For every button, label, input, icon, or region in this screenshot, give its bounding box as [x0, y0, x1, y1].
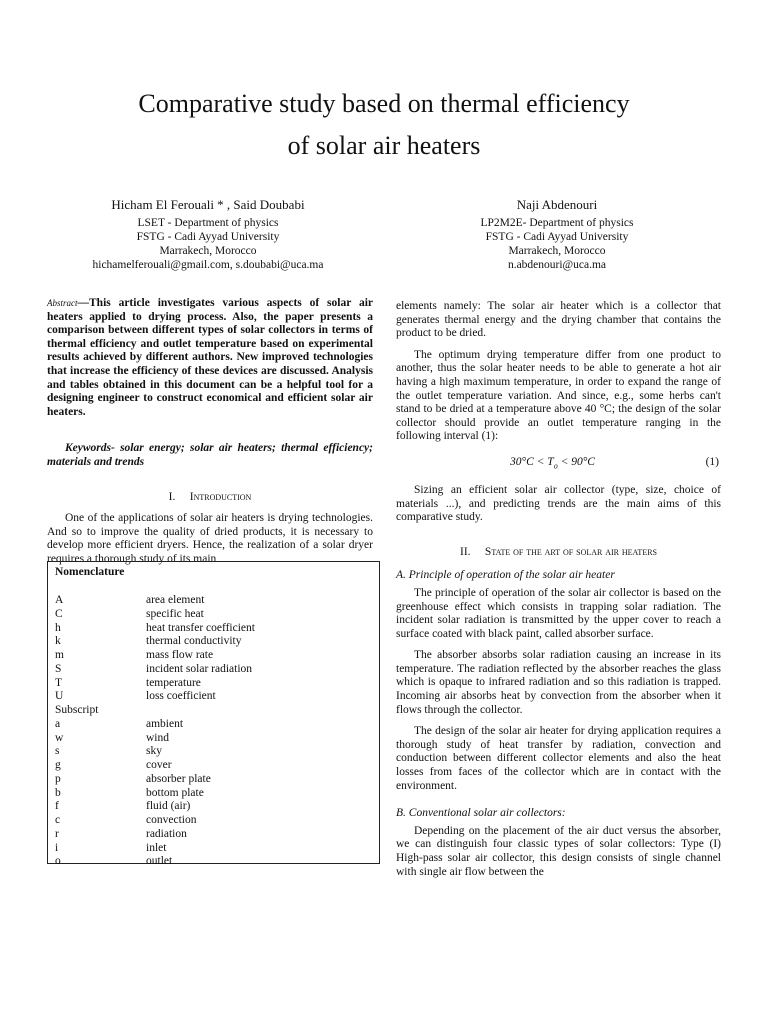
- nomenclature-row: [55, 814, 375, 828]
- nomenclature-definition: radiation: [146, 827, 187, 840]
- nomenclature-definition: convection: [146, 814, 197, 826]
- nomenclature-title: Nomenclature: [55, 566, 125, 578]
- nomenclature-symbol: i: [55, 841, 59, 854]
- nomenclature-row: [55, 800, 375, 814]
- nomenclature-row: [55, 732, 375, 746]
- right-column: [396, 300, 721, 879]
- nomenclature-row: [55, 690, 375, 704]
- principle-paragraph-3: The design of the solar air heater for drying application requires a thorough study of heat transfer by radiation, convection and conduction between different collector elements and also the heat losses from faces of the collector which are in contact with the environment.: [396, 725, 721, 792]
- nomenclature-definition: mass flow rate: [146, 649, 214, 661]
- nomenclature-row: [55, 663, 375, 677]
- nomenclature-symbol: S: [55, 662, 62, 675]
- title-line-1: Comparative study based on thermal efficiency: [138, 89, 630, 119]
- subsection-heading-b: B. Conventional solar air collectors:: [396, 807, 566, 820]
- equation-left: 30°C < T: [510, 455, 554, 468]
- principle-paragraph-1: The principle of operation of the solar air collector is based on the greenhouse effect which consists in trapping solar radiation. The incident solar radiation is transmitted by the upper cover to reach a surface coated with black paint, called absorber surface.: [396, 586, 721, 640]
- equation-1: [396, 452, 721, 478]
- equation-right: < 90°C: [557, 455, 595, 468]
- nomenclature-definition: specific heat: [146, 607, 204, 620]
- author-city-right: Marrakech, Morocco: [508, 245, 606, 257]
- nomenclature-symbol: r: [55, 827, 59, 840]
- author-email-left: hichamelferouali@gmail.com, s.doubabi@uca.ma: [92, 259, 324, 271]
- author-email-right: n.abdenouri@uca.ma: [507, 259, 607, 271]
- author-univ-right: FSTG - Cadi Ayyad University: [485, 231, 629, 243]
- section-title: Introduction: [189, 490, 252, 503]
- nomenclature-definition: absorber plate: [146, 772, 211, 785]
- equation-subscript: o: [553, 461, 558, 471]
- nomenclature-list: [55, 594, 375, 869]
- nomenclature-definition: temperature: [146, 676, 201, 689]
- continued-paragraph: elements namely: The solar air heater which is a collector that generates thermal energy and the drying chamber that contains the product to be dried.: [396, 300, 721, 340]
- nomenclature-definition: thermal conductivity: [146, 635, 242, 648]
- author-names-right: Naji Abdenouri: [516, 197, 598, 212]
- nomenclature-definition: ambient: [146, 717, 184, 730]
- intro-paragraph: One of the applications of solar air heaters is drying technologies. And so to improve the quality of dried products, it is necessary to develop more efficient dryers. Hence, the realization of a solar dryer requires a thorough study of its main: [47, 512, 373, 565]
- nomenclature-definition: cover: [146, 759, 172, 771]
- nomenclature-symbol: f: [55, 800, 59, 813]
- nomenclature-row: [55, 828, 375, 842]
- nomenclature-symbol: C: [55, 607, 63, 620]
- section-heading-state-of-art: [396, 546, 721, 560]
- nomenclature-definition: area element: [146, 594, 205, 606]
- nomenclature-symbol: Subscript: [55, 704, 99, 716]
- title-line-2: of solar air heaters: [287, 131, 481, 161]
- nomenclature-row: [55, 842, 375, 856]
- nomenclature-box: [47, 561, 380, 868]
- nomenclature-row: [55, 704, 375, 718]
- author-city-left: Marrakech, Morocco: [159, 245, 257, 257]
- author-names-left: Hicham El Ferouali * , Said Doubabi: [111, 197, 305, 212]
- nomenclature-row: [55, 718, 375, 732]
- principle-paragraph-2: The absorber absorbs solar radiation causing an increase in its temperature. The radiation reflected by the absorber reaches the glass which is opaque to infrared radiation and so this radiation is trapped. Incoming air absorbs heat by convection from the absorber when it flows through the collector.: [396, 649, 721, 716]
- nomenclature-definition: sky: [146, 745, 162, 758]
- paper-title: [40, 83, 728, 167]
- nomenclature-row: [55, 677, 375, 691]
- nomenclature-symbol: w: [55, 731, 64, 744]
- nomenclature-row: [55, 635, 375, 649]
- sizing-paragraph: Sizing an efficient solar air collector (type, size, choice of materials ...), and predicting trends are the main aims of this comparative study.: [396, 483, 721, 524]
- nomenclature-symbol: A: [55, 594, 64, 606]
- nomenclature-symbol: T: [55, 676, 63, 689]
- abstract: [47, 297, 373, 419]
- nomenclature-symbol: o: [55, 855, 61, 868]
- section-number: II.: [460, 545, 471, 558]
- nomenclature-definition: inlet: [146, 841, 167, 854]
- nomenclature-row: [55, 773, 375, 787]
- drying-temperature-paragraph: The optimum drying temperature differ from one product to another, thus the solar heater needs to be able to generate a hot air having a high maximum temperature, in order to expand the range of the outlet temperature variation. And since, e.g., some herbs can't stand to be dried at a temperature above 40 °C; the design of the solar collector should provide an outlet temperature ranging in the following interval (1):: [396, 348, 721, 443]
- conventional-paragraph: Depending on the placement of the air duct versus the absorber, we can distinguish four classic types of solar collectors: Type (I) High-pass solar air collector, this design consists of single channel with single air flow between the: [396, 824, 721, 878]
- nomenclature-symbol: h: [55, 621, 61, 634]
- nomenclature-row: [55, 855, 375, 869]
- nomenclature-definition: heat transfer coefficient: [146, 621, 255, 634]
- nomenclature-symbol: p: [55, 772, 61, 785]
- equation-body: [510, 456, 595, 473]
- nomenclature-row: [55, 594, 375, 608]
- nomenclature-row: [55, 759, 375, 773]
- author-dept-right: LP2M2E- Department of physics: [480, 217, 634, 229]
- nomenclature-definition: incident solar radiation: [146, 662, 253, 675]
- keywords: Keywords- solar energy; solar air heaters; thermal efficiency; materials and trends: [47, 442, 373, 468]
- nomenclature-symbol: m: [55, 649, 64, 661]
- section-heading-introduction: [47, 491, 373, 505]
- author-block-left: [48, 196, 368, 272]
- author-univ-left: FSTG - Cadi Ayyad University: [136, 231, 280, 243]
- nomenclature-definition: bottom plate: [146, 786, 204, 799]
- equation-number: (1): [705, 455, 719, 468]
- nomenclature-symbol: U: [55, 690, 64, 703]
- author-dept-left: LSET - Department of physics: [137, 217, 279, 229]
- left-column: [47, 297, 373, 567]
- nomenclature-definition: loss coefficient: [146, 690, 216, 703]
- nomenclature-definition: outlet: [146, 855, 173, 868]
- nomenclature-row: [55, 608, 375, 622]
- nomenclature-symbol: a: [55, 717, 61, 730]
- nomenclature-symbol: g: [55, 759, 61, 771]
- section-number: I.: [168, 490, 176, 503]
- subsection-heading-a: A. Principle of operation of the solar air heater: [396, 569, 615, 582]
- author-block-right: [392, 196, 722, 272]
- nomenclature-symbol: k: [55, 635, 61, 648]
- nomenclature-row: [55, 649, 375, 663]
- nomenclature-row: [55, 622, 375, 636]
- nomenclature-symbol: c: [55, 814, 61, 826]
- abstract-lead: Abstract: [47, 298, 78, 308]
- nomenclature-symbol: b: [55, 786, 61, 799]
- nomenclature-row: [55, 745, 375, 759]
- nomenclature-row: [55, 787, 375, 801]
- abstract-text: —This article investigates various aspects of solar air heaters applied to drying process. Also, the paper presents a comparison between different types of solar collectors in terms of thermal efficiency and outlet temperature based on experimental results achieved by different authors. New improved technologies that increase the efficiency of these devices are discussed. Analysis and tables obtained in this document can be a helpful tool for a designing engineer to construct economical and efficient solar air heaters.: [47, 297, 373, 418]
- nomenclature-symbol: s: [55, 745, 60, 758]
- nomenclature-definition: fluid (air): [146, 800, 191, 813]
- nomenclature-definition: wind: [146, 731, 169, 744]
- section-title: State of the art of solar air heaters: [484, 545, 657, 558]
